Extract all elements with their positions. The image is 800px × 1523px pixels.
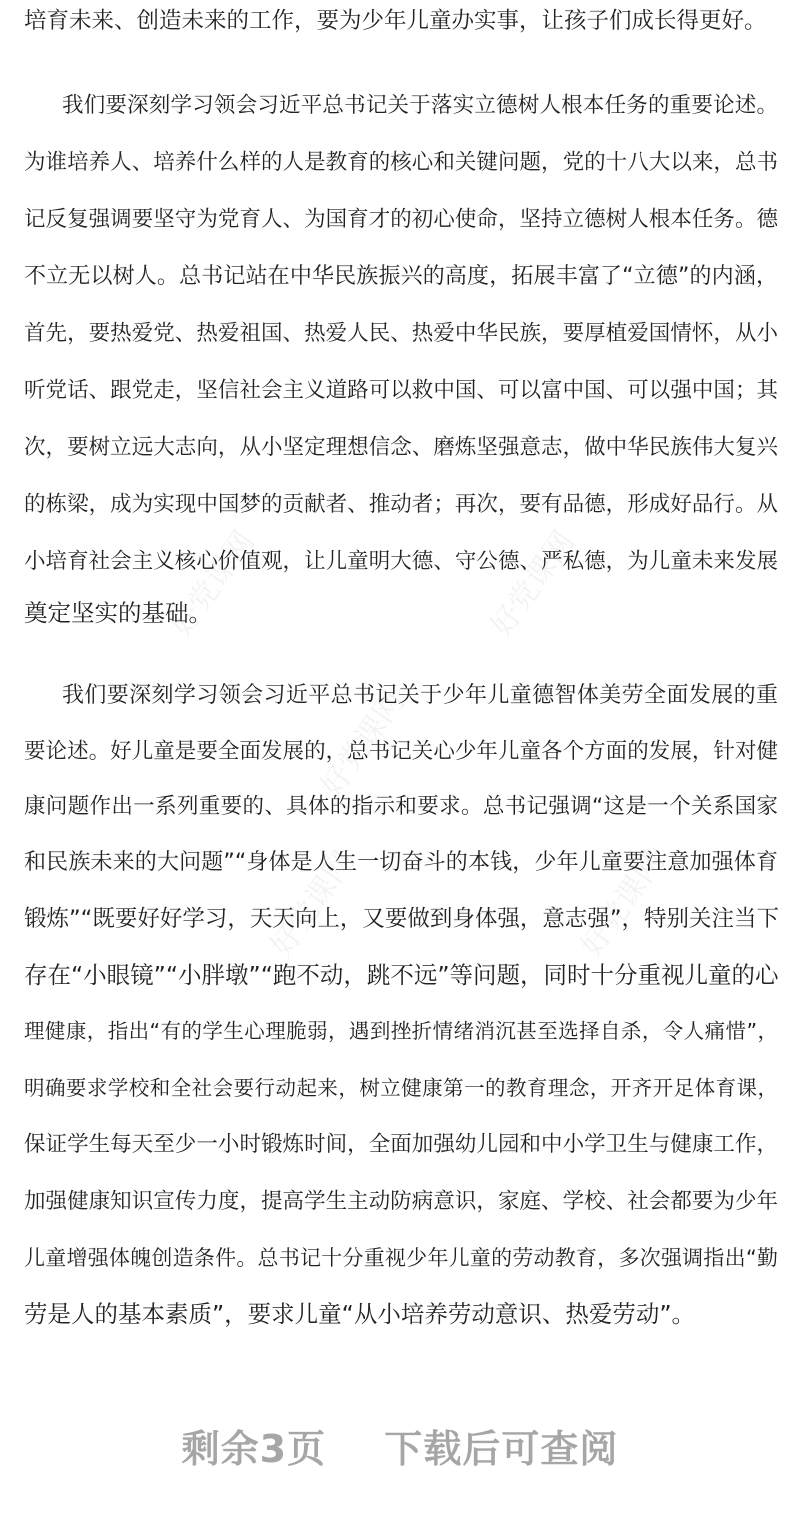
paragraph-line: 锻炼”“既要好好学习，天天向上，又要做到身体强，意志强”，特别关注当下: [24, 906, 779, 932]
watermark: 好党课网: [484, 524, 582, 644]
paragraph-line: 奠定坚实的基础。: [24, 599, 212, 627]
paragraph-line: 的栋梁，成为实现中国梦的贡献者、推动者；再次，要有品德，形成好品行。从: [24, 492, 778, 517]
paragraph-line: 首先，要热爱党、热爱祖国、热爱人民、热爱中华民族，要厚植爱国情怀，从小: [24, 321, 778, 346]
paragraph-line: 康问题作出一系列重要的、具体的指示和要求。总书记强调“这是一个关系国家: [24, 794, 778, 819]
paragraph-line: 儿童增强体魄创造条件。总书记十分重视少年儿童的劳动教育，多次强调指出“勤: [24, 1246, 778, 1270]
paragraph-line: 不立无以树人。总书记站在中华民族振兴的高度，拓展丰富了“立德”的内涵，: [24, 264, 778, 289]
paragraph-line: 理健康，指出“有的学生心理脆弱，遇到挫折情绪消沉甚至选择自杀，令人痛惜”，: [24, 1019, 778, 1043]
paragraph-line: 保证学生每天至少一小时锻炼时间，全面加强幼儿园和中小学卫生与健康工作，: [24, 1132, 778, 1157]
paragraph-line: 培育未来、创造未来的工作，要为少年儿童办实事，让孩子们成长得更好。: [24, 8, 767, 34]
paragraph-line: 明确要求学校和全社会要行动起来，树立健康第一的教育理念，开齐开足体育课，: [24, 1076, 778, 1100]
paragraph-line: 次，要树立远大志向，从小坚定理想信念、磨炼坚强意志，做中华民族伟大复兴: [24, 435, 778, 460]
watermark: 好党课网: [314, 684, 412, 804]
paragraph-line: 我们要深刻学习领会习近平总书记关于落实立德树人根本任务的重要论述。: [62, 93, 778, 118]
remaining-pages-label: 剩余3页: [181, 1427, 327, 1471]
watermark: 好党课网: [164, 524, 262, 644]
paragraph-line: 加强健康知识宣传力度，提高学生主动防病意识，家庭、学校、社会都要为少年: [24, 1189, 778, 1214]
paragraph-line: 要论述。好儿童是要全面发展的，总书记关心少年儿童各个方面的发展，针对健: [24, 739, 778, 764]
paragraph-line: 为谁培养人、培养什么样的人是教育的核心和关键问题，党的十八大以来，总书: [24, 150, 778, 175]
watermark: 好党课网: [264, 844, 362, 964]
paragraph-line: 和民族未来的大问题”“身体是人生一切奋斗的本钱，少年儿童要注意加强体育: [24, 850, 778, 875]
download-hint-label: 下载后可查阅: [384, 1427, 619, 1471]
paragraph-line: 存在“小眼镜”“小胖墩”“跑不动，跳不远”等问题，同时十分重视儿童的心: [24, 961, 779, 989]
paragraph-line: 劳是人的基本素质”，要求儿童“从小培养劳动意识、热爱劳动”。: [24, 1300, 696, 1328]
paragraph-line: 我们要深刻学习领会习近平总书记关于少年儿童德智体美劳全面发展的重: [62, 683, 778, 708]
paragraph-line: 记反复强调要坚守为党育人、为国育才的初心使命，坚持立德树人根本任务。德: [24, 207, 778, 232]
watermark: 好党课网: [574, 844, 672, 964]
paragraph-line: 小培育社会主义核心价值观，让儿童明大德、守公德、严私德，为儿童未来发展: [24, 549, 778, 574]
paywall-footer[interactable]: [0, 1418, 800, 1473]
paragraph-line: 听党话、跟党走，坚信社会主义道路可以救中国、可以富中国、可以强中国；其: [24, 378, 778, 403]
